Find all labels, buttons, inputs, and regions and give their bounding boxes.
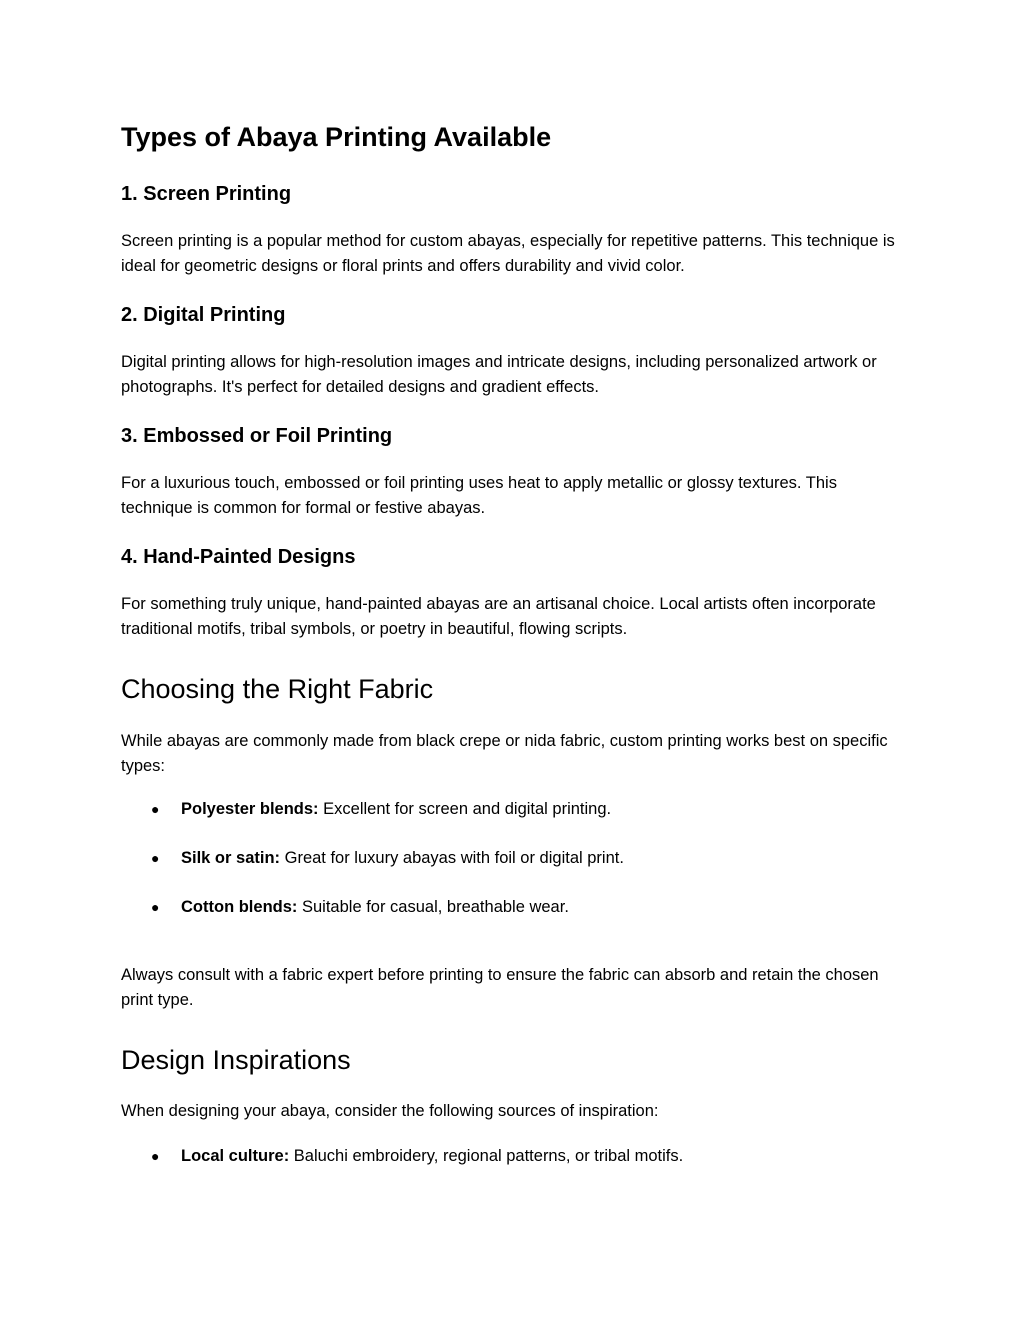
list-item-description: Baluchi embroidery, regional patterns, or tribal motifs. xyxy=(289,1147,684,1165)
paragraph-hand-painted: For something truly unique, hand-painted abayas are an artisanal choice. Local artists often incorporate traditional motifs, tribal symbols, or poetry in beautiful, flowing scripts. xyxy=(121,595,876,638)
list-item-label: Cotton blends: xyxy=(181,898,298,916)
bullet-icon: ● xyxy=(151,899,160,915)
subheading-hand-painted: 4. Hand-Painted Designs xyxy=(121,546,356,568)
list-item-text xyxy=(181,895,569,919)
subheading-embossed-printing: 3. Embossed or Foil Printing xyxy=(121,425,393,447)
list-item-label: Polyester blends: xyxy=(181,800,319,818)
paragraph-digital-printing: Digital printing allows for high-resolution images and intricate designs, including personalized artwork or photographs. It's perfect for detailed designs and gradient effects. xyxy=(121,353,877,396)
paragraph-embossed-printing: For a luxurious touch, embossed or foil printing uses heat to apply metallic or glossy textures. This technique is common for formal or festive abayas. xyxy=(121,474,837,517)
list-item-label: Silk or satin: xyxy=(181,849,281,867)
paragraph-fabric-outro: Always consult with a fabric expert before printing to ensure the fabric can absorb and retain the chosen print type. xyxy=(121,966,879,1009)
bullet-icon: ● xyxy=(151,1148,160,1164)
section-title-fabric: Choosing the Right Fabric xyxy=(121,674,434,704)
list-item-description: Suitable for casual, breathable wear. xyxy=(297,898,569,916)
subheading-digital-printing: 2. Digital Printing xyxy=(121,304,286,326)
paragraph-design-intro: When designing your abaya, consider the following sources of inspiration: xyxy=(121,1102,659,1120)
list-item-text xyxy=(181,1144,683,1168)
bullet-icon: ● xyxy=(151,801,160,817)
list-item-text xyxy=(181,797,611,821)
list-item-text xyxy=(181,846,624,870)
section-title-design: Design Inspirations xyxy=(121,1045,351,1075)
list-item-label: Local culture: xyxy=(181,1147,290,1165)
subheading-screen-printing: 1. Screen Printing xyxy=(121,183,292,205)
paragraph-screen-printing: Screen printing is a popular method for custom abayas, especially for repetitive patterns. This technique is ideal for geometric designs or floral prints and offers durability and vivid color. xyxy=(121,232,895,275)
bullet-icon: ● xyxy=(151,850,160,866)
list-item-description: Excellent for screen and digital printing. xyxy=(318,800,612,818)
paragraph-fabric-intro: While abayas are commonly made from black crepe or nida fabric, custom printing works best on specific types: xyxy=(121,732,888,775)
list-item-description: Great for luxury abayas with foil or digital print. xyxy=(280,849,624,867)
section-title-types: Types of Abaya Printing Available xyxy=(121,122,552,152)
